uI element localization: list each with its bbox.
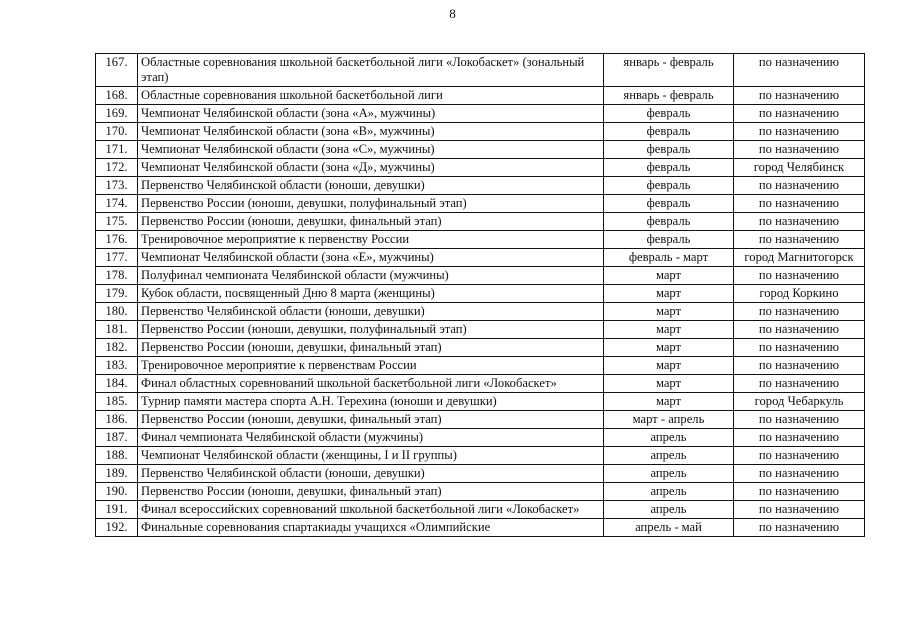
event-place: по назначению [734,87,865,105]
row-number: 189. [96,465,138,483]
event-name: Первенство России (юноши, девушки, полуфинальный этап) [138,321,604,339]
event-name: Чемпионат Челябинской области (зона «Е», мужчины) [138,249,604,267]
event-date: март [604,339,734,357]
event-date: апрель [604,501,734,519]
event-place: по назначению [734,303,865,321]
event-name: Тренировочное мероприятие к первенствам России [138,357,604,375]
event-date: март [604,285,734,303]
row-number: 192. [96,519,138,537]
table-row [96,285,865,303]
row-number: 180. [96,303,138,321]
table-row [96,249,865,267]
event-place: по назначению [734,357,865,375]
event-date: март [604,267,734,285]
row-number: 176. [96,231,138,249]
event-place: по назначению [734,411,865,429]
event-date: март - апрель [604,411,734,429]
row-number: 184. [96,375,138,393]
row-number: 174. [96,195,138,213]
table-row [96,339,865,357]
event-place: по назначению [734,267,865,285]
table-row [96,159,865,177]
event-date: февраль [604,177,734,195]
event-date: март [604,357,734,375]
event-date: март [604,321,734,339]
row-number: 172. [96,159,138,177]
event-date: март [604,375,734,393]
row-number: 167. [96,54,138,87]
event-date: январь - февраль [604,87,734,105]
table-row [96,501,865,519]
event-place: по назначению [734,213,865,231]
event-name: Финал чемпионата Челябинской области (мужчины) [138,429,604,447]
row-number: 170. [96,123,138,141]
row-number: 169. [96,105,138,123]
event-name: Чемпионат Челябинской области (женщины, I и II группы) [138,447,604,465]
table-row [96,429,865,447]
table-row [96,177,865,195]
table-row [96,213,865,231]
event-date: февраль [604,123,734,141]
event-date: февраль [604,159,734,177]
event-name: Чемпионат Челябинской области (зона «А», мужчины) [138,105,604,123]
events-table [95,53,865,537]
event-place: по назначению [734,429,865,447]
event-name: Турнир памяти мастера спорта А.Н. Терехина (юноши и девушки) [138,393,604,411]
event-place: по назначению [734,54,865,87]
event-name: Первенство России (юноши, девушки, финальный этап) [138,411,604,429]
event-name: Первенство России (юноши, девушки, финальный этап) [138,483,604,501]
row-number: 168. [96,87,138,105]
event-place: по назначению [734,501,865,519]
event-date: январь - февраль [604,54,734,87]
event-place: город Челябинск [734,159,865,177]
event-date: март [604,303,734,321]
event-place: по назначению [734,141,865,159]
table-row [96,123,865,141]
row-number: 190. [96,483,138,501]
row-number: 177. [96,249,138,267]
event-place: по назначению [734,447,865,465]
table-row [96,321,865,339]
event-name: Тренировочное мероприятие к первенству России [138,231,604,249]
event-date: апрель [604,483,734,501]
table-row [96,519,865,537]
event-date: февраль [604,231,734,249]
event-place: по назначению [734,339,865,357]
table-row [96,447,865,465]
event-name: Кубок области, посвященный Дню 8 марта (женщины) [138,285,604,303]
event-name: Первенство России (юноши, девушки, финальный этап) [138,339,604,357]
table-row [96,411,865,429]
row-number: 185. [96,393,138,411]
row-number: 178. [96,267,138,285]
row-number: 188. [96,447,138,465]
page-number: 8 [449,6,456,21]
event-name: Чемпионат Челябинской области (зона «В», мужчины) [138,123,604,141]
event-date: февраль [604,105,734,123]
table-row [96,195,865,213]
table-row [96,303,865,321]
event-date: февраль [604,195,734,213]
row-number: 179. [96,285,138,303]
event-place: по назначению [734,375,865,393]
event-name: Чемпионат Челябинской области (зона «С», мужчины) [138,141,604,159]
event-place: город Коркино [734,285,865,303]
table-row [96,465,865,483]
event-place: по назначению [734,483,865,501]
event-date: март [604,393,734,411]
row-number: 181. [96,321,138,339]
event-place: по назначению [734,231,865,249]
row-number: 183. [96,357,138,375]
table-row [96,54,865,87]
table-row [96,483,865,501]
row-number: 173. [96,177,138,195]
row-number: 171. [96,141,138,159]
event-name: Областные соревнования школьной баскетбольной лиги [138,87,604,105]
event-name: Чемпионат Челябинской области (зона «Д», мужчины) [138,159,604,177]
event-place: по назначению [734,123,865,141]
table-row [96,141,865,159]
event-date: апрель [604,465,734,483]
event-name: Финал всероссийских соревнований школьной баскетбольной лиги «Локобаскет» [138,501,604,519]
table-row [96,87,865,105]
event-place: по назначению [734,465,865,483]
event-date: апрель - май [604,519,734,537]
event-date: апрель [604,447,734,465]
event-place: по назначению [734,321,865,339]
event-name: Областные соревнования школьной баскетбольной лиги «Локобаскет» (зональный этап) [138,54,604,87]
event-name: Первенство Челябинской области (юноши, девушки) [138,465,604,483]
event-date: февраль - март [604,249,734,267]
row-number: 186. [96,411,138,429]
event-place: по назначению [734,519,865,537]
event-place: город Чебаркуль [734,393,865,411]
event-name: Финал областных соревнований школьной баскетбольной лиги «Локобаскет» [138,375,604,393]
table-row [96,393,865,411]
event-place: по назначению [734,177,865,195]
row-number: 182. [96,339,138,357]
row-number: 187. [96,429,138,447]
table-row [96,375,865,393]
row-number: 175. [96,213,138,231]
table-row [96,105,865,123]
event-name: Первенство России (юноши, девушки, полуфинальный этап) [138,195,604,213]
event-name: Первенство Челябинской области (юноши, девушки) [138,303,604,321]
event-date: февраль [604,213,734,231]
event-place: по назначению [734,105,865,123]
event-name: Полуфинал чемпионата Челябинской области (мужчины) [138,267,604,285]
event-date: февраль [604,141,734,159]
event-place: город Магнитогорск [734,249,865,267]
event-name: Первенство России (юноши, девушки, финальный этап) [138,213,604,231]
event-name: Первенство Челябинской области (юноши, девушки) [138,177,604,195]
event-date: апрель [604,429,734,447]
table-row [96,231,865,249]
table-row [96,267,865,285]
event-name: Финальные соревнования спартакиады учащихся «Олимпийские [138,519,604,537]
table-row [96,357,865,375]
row-number: 191. [96,501,138,519]
event-place: по назначению [734,195,865,213]
